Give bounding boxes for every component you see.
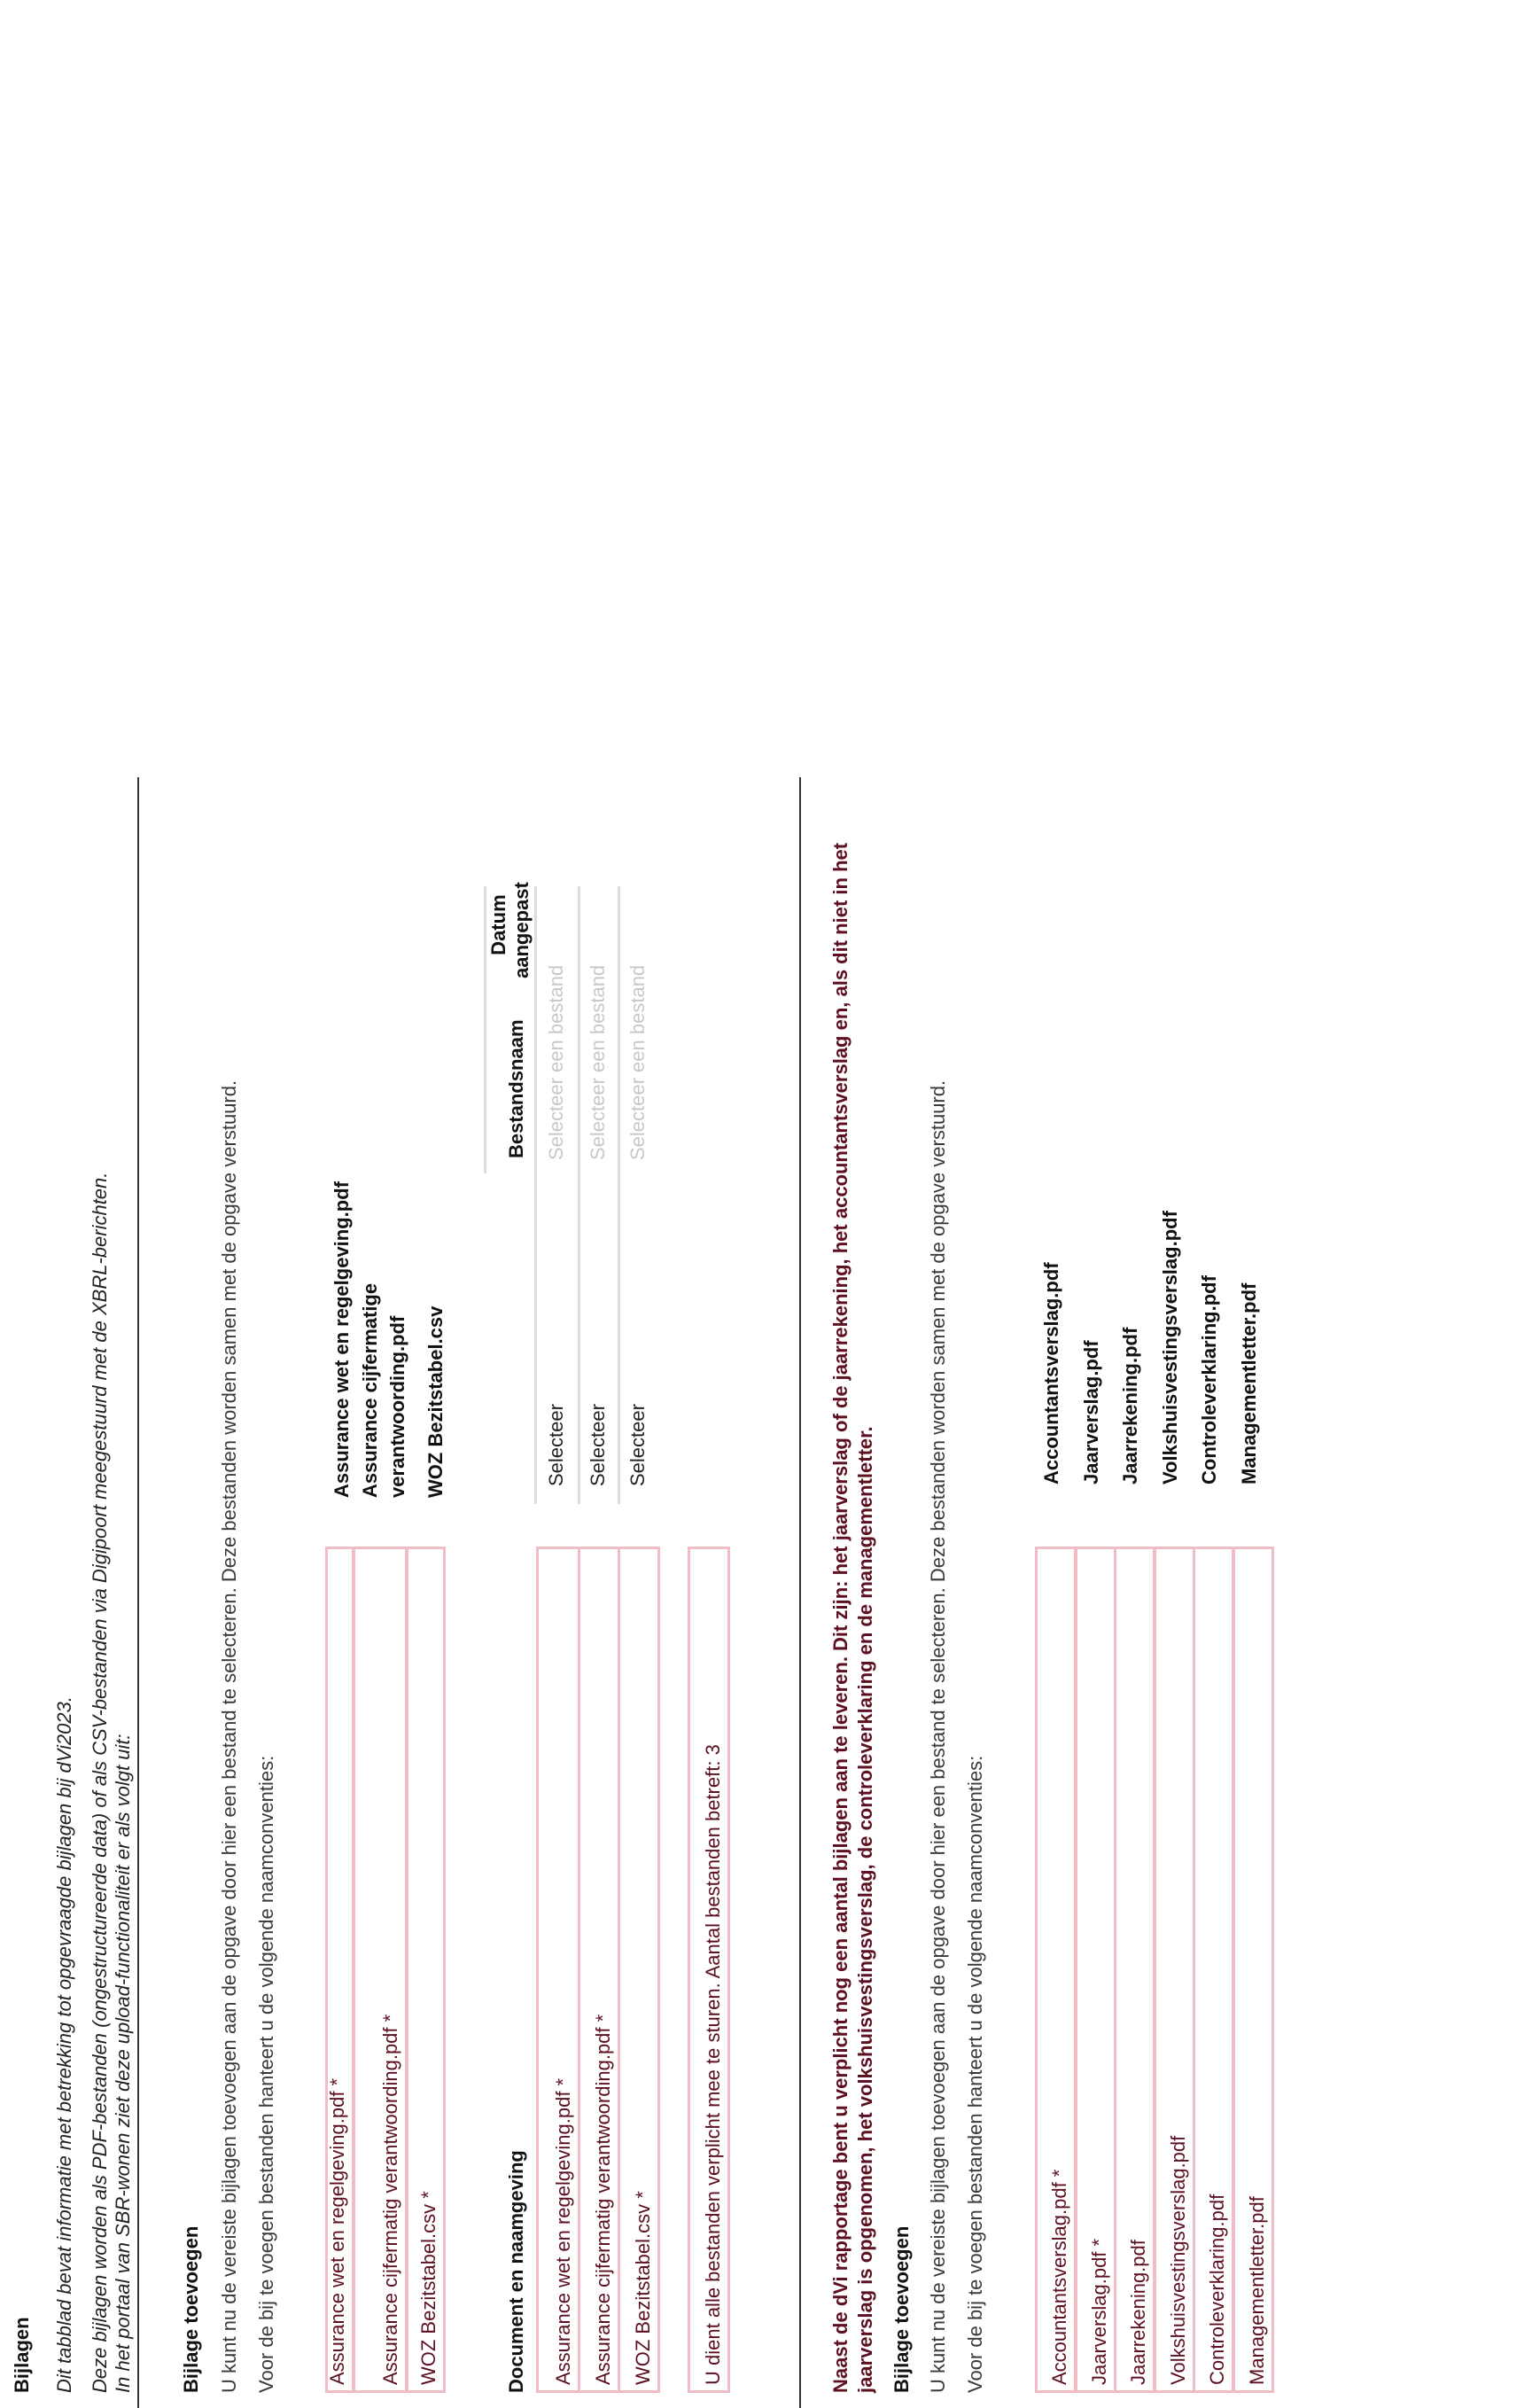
file-name: Accountantsverslag.pdf bbox=[1040, 1262, 1062, 1485]
table-border bbox=[618, 886, 620, 1504]
file-name: WOZ Bezitstabel.csv bbox=[424, 1305, 447, 1498]
column-header-filename: Bestandsnaam bbox=[505, 1019, 527, 1158]
naming-row bbox=[353, 1547, 408, 2393]
upload-row bbox=[536, 1547, 580, 2393]
file-name: Assurance cijfermatige bbox=[359, 1282, 381, 1498]
intro-line: Deze bijlagen worden als PDF-bestanden (ongestructureerde data) of als CSV-bestanden via Digipoort meegestuurd met de XBRL-berichten. bbox=[89, 1172, 111, 2393]
naming-label: Managementletter.pdf bbox=[1245, 2196, 1268, 2385]
intro-line: Dit tabblad bevat informatie met betrekking tot opgevraagde bijlagen bij dVi2023. bbox=[53, 1696, 75, 2393]
upload-heading: Document en naamgeving bbox=[505, 2150, 527, 2393]
naming-label: Accountantsverslag.pdf * bbox=[1048, 2169, 1070, 2385]
naming-label: Assurance cijfermatig verantwoording.pdf * bbox=[379, 2014, 401, 2385]
column-header-date: Datum aangepast bbox=[487, 882, 533, 978]
requirements-paragraph: Naast de dVi rapportage bent u verplicht nog een aantal bijlagen aan te leveren. Dit zijn: het jaarverslag of de jaarrekening, het accountantsverslag en, als dit niet in het jaarverslag is opgenomen, het volkshuisvestingsverslag, de controleverklaring en de managementletter. bbox=[829, 842, 876, 2393]
upload-row bbox=[618, 1547, 660, 2393]
divider bbox=[799, 777, 801, 2408]
file-name: Jaarverslag.pdf bbox=[1079, 1340, 1102, 1485]
upload-label: Assurance wet en regelgeving.pdf * bbox=[552, 2077, 574, 2385]
page-title: Bijlagen bbox=[11, 2317, 33, 2393]
naming-label: WOZ Bezitstabel.csv * bbox=[417, 2191, 439, 2385]
naming-text: Voor de bij te voegen bestanden hanteert u de volgende naamconventies: bbox=[964, 1755, 986, 2393]
naming-text: Voor de bij te voegen bestanden hanteert u de volgende naamconventies: bbox=[255, 1755, 277, 2393]
naming-label: Assurance wet en regelgeving.pdf * bbox=[326, 2077, 348, 2385]
naming-row bbox=[1154, 1547, 1195, 2393]
naming-label: Controleverklaring.pdf bbox=[1206, 2194, 1228, 2385]
naming-row bbox=[1114, 1547, 1155, 2393]
section-heading: Bijlage toevoegen bbox=[890, 2225, 913, 2393]
section-heading: Bijlage toevoegen bbox=[180, 2225, 202, 2393]
naming-row bbox=[1233, 1547, 1274, 2393]
table-border bbox=[484, 886, 486, 1173]
file-input[interactable]: Selecteer een bestand bbox=[545, 964, 567, 1160]
select-button[interactable]: Selecteer bbox=[545, 1404, 567, 1486]
file-input[interactable]: Selecteer een bestand bbox=[587, 964, 609, 1160]
file-name: Managementletter.pdf bbox=[1237, 1282, 1260, 1485]
naming-label: Jaarverslag.pdf * bbox=[1087, 2238, 1110, 2385]
notice-box bbox=[688, 1547, 730, 2393]
divider bbox=[137, 777, 139, 2408]
table-border bbox=[578, 886, 580, 1504]
naming-row bbox=[1193, 1547, 1234, 2393]
file-name: Jaarrekening.pdf bbox=[1119, 1327, 1141, 1485]
naming-label: Jaarrekening.pdf bbox=[1127, 2240, 1149, 2385]
intro-line: In het portaal van SBR-wonen ziet deze upload-functionaliteit er als volgt uit: bbox=[112, 1734, 134, 2393]
file-name: Controleverklaring.pdf bbox=[1198, 1275, 1220, 1485]
instruction-text: U kunt nu de vereiste bijlagen toevoegen aan de opgave door hier een bestand te selecteren. Deze bestanden worden samen met de opgave verstuurd. bbox=[218, 1079, 240, 2393]
naming-row bbox=[406, 1547, 446, 2393]
file-name: Assurance wet en regelgeving.pdf bbox=[331, 1181, 353, 1498]
naming-row bbox=[325, 1547, 354, 2393]
notice-text: U dient alle bestanden verplicht mee te sturen. Aantal bestanden betreft: 3 bbox=[702, 1744, 724, 2385]
select-button[interactable]: Selecteer bbox=[626, 1404, 649, 1486]
file-input[interactable]: Selecteer een bestand bbox=[626, 964, 649, 1160]
naming-row bbox=[1075, 1547, 1116, 2393]
naming-row bbox=[1035, 1547, 1077, 2393]
instruction-text: U kunt nu de vereiste bijlagen toevoegen aan de opgave door hier een bestand te selecteren. Deze bestanden worden samen met de opgave verstuurd. bbox=[927, 1079, 949, 2393]
select-button[interactable]: Selecteer bbox=[587, 1404, 609, 1486]
upload-row bbox=[578, 1547, 620, 2393]
file-name: Volkshuisvestingsverslag.pdf bbox=[1158, 1211, 1181, 1485]
file-name: verantwoording.pdf bbox=[386, 1315, 408, 1498]
upload-label: WOZ Bezitstabel.csv * bbox=[632, 2191, 654, 2385]
naming-label: Volkshuisvestingsverslag.pdf bbox=[1166, 2135, 1189, 2385]
table-border bbox=[534, 886, 537, 1504]
upload-label: Assurance cijfermatig verantwoording.pdf * bbox=[592, 2014, 614, 2385]
